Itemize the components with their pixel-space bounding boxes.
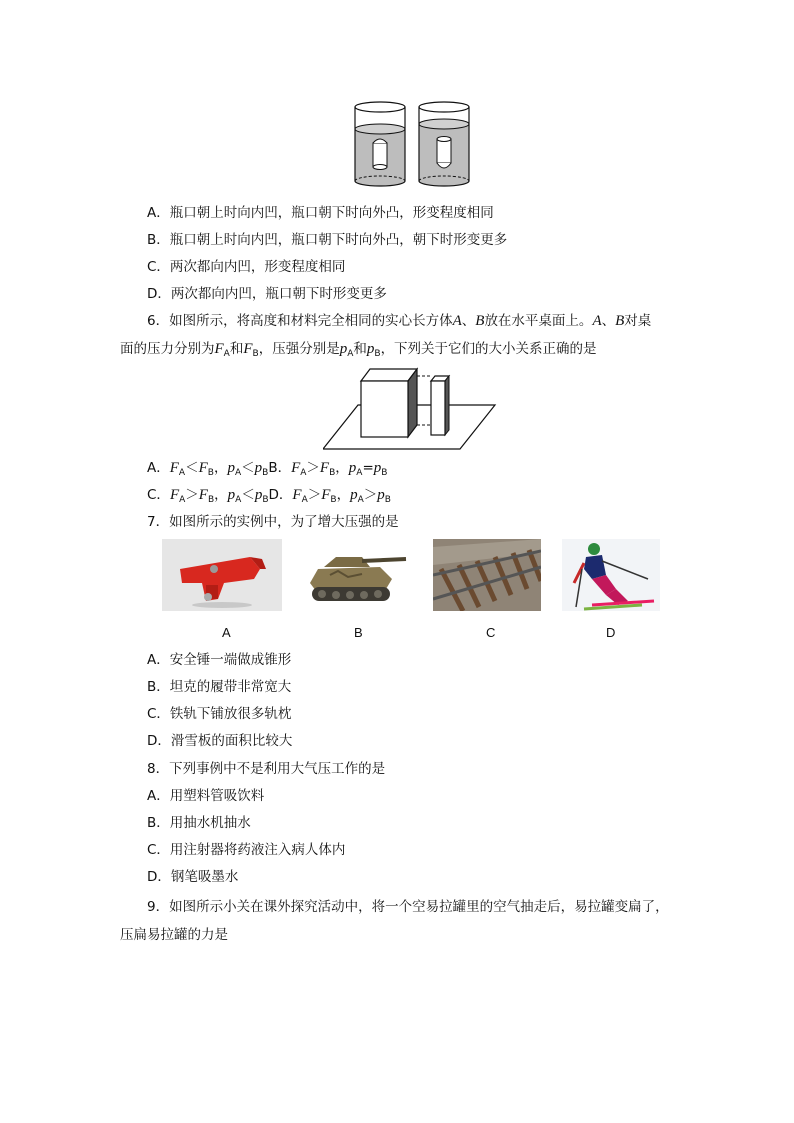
q7-photo-a-safety-hammer [162,539,282,611]
q5-option-d: D．两次都向内凹，瓶口朝下时形变更多 [147,286,387,302]
q7-stem: 7．如图所示的实例中，为了增大压强的是 [147,514,399,530]
q6-blocks-figure [323,365,498,451]
q9-stem-line2: 压扁易拉罐的力是 [120,927,228,943]
q8-option-a: A．用塑料管吸饮料 [147,788,265,804]
q6-stem-line1: 6．如图所示，将高度和材料完全相同的实心长方体A、B放在水平桌面上。A、B对桌 [147,313,652,329]
q6-options-cd: C．$F_A>F_B$，$p_A<p_BD$．$F_A>F_B$，$p_A>p_B$ [147,487,391,505]
q7-photo-d-skier [562,539,660,611]
q7-option-a: A．安全锤一端做成锥形 [147,652,292,668]
q5-option-b: B．瓶口朝上时向内凹，瓶口朝下时向外凸，朝下时形变更多 [147,232,508,248]
q8-option-c: C．用注射器将药液注入病人体内 [147,842,346,858]
q7-option-c: C．铁轨下铺放很多轨枕 [147,706,292,722]
q7-photo-label-d: D [606,625,616,640]
q7-option-b: B．坦克的履带非常宽大 [147,679,292,695]
q8-option-b: B．用抽水机抽水 [147,815,251,831]
q7-photo-b-tank [300,539,410,611]
q6-stem-line2: 面的压力分别为$F_A$和$F_B$，压强分别是$p_A$和$p_B$，下列关于它们的大小关系正确的是 [120,341,597,359]
q8-option-d: D．钢笔吸墨水 [147,869,239,885]
q9-stem-line1: 9．如图所示小关在课外探究活动中，将一个空易拉罐里的空气抽走后，易拉罐变扁了， [147,899,669,915]
q8-stem: 8．下列事例中不是利用大气压工作的是 [147,761,386,777]
q5-option-a: A．瓶口朝上时向内凹，瓶口朝下时向外凸，形变程度相同 [147,205,494,221]
q7-photo-c-railway [433,539,541,611]
q7-option-d: D．滑雪板的面积比较大 [147,733,293,749]
q5-option-c: C．两次都向内凹，形变程度相同 [147,259,346,275]
q6-options-ab: A．$F_A<F_B$，$p_A<p_BB$．$F_A>F_B$，$p_A=p_B$ [147,460,388,478]
q5-cylinders-figure [345,99,477,191]
q7-photo-label-a: A [222,625,231,640]
q7-photo-label-b: B [354,625,363,640]
q7-photo-label-c: C [486,625,496,640]
